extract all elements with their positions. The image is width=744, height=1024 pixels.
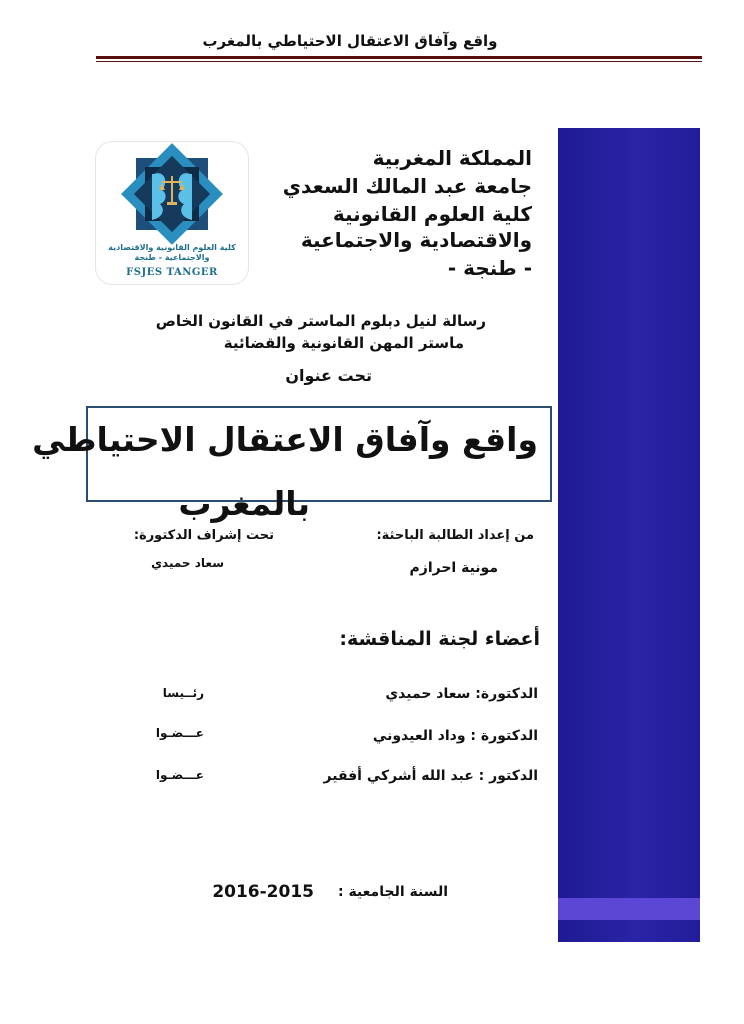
institution-city: - طنجة - xyxy=(447,256,532,280)
header-rule xyxy=(96,56,702,59)
thesis-master: ماستر المهن القانونية والقضائية xyxy=(223,334,464,352)
committee-member-name: الدكتور : عبد الله أشركي أفقير xyxy=(323,768,538,784)
thesis-title-continued: بالمغرب xyxy=(178,484,310,523)
committee-member-name: الدكتورة : وداد العيدوني xyxy=(372,728,538,744)
committee-member-role: رئــيسا xyxy=(162,686,204,700)
supervisor-name: سعاد حميدي xyxy=(151,556,224,570)
institution-faculty: كلية العلوم القانونية xyxy=(332,202,532,226)
committee-member-role: عـــضـوا xyxy=(155,726,204,740)
institution-university: جامعة عبد المالك السعدي xyxy=(282,174,532,198)
institution-kingdom: المملكة المغربية xyxy=(372,146,532,170)
academic-year-value: 2016-2015 xyxy=(212,882,314,902)
thesis-title: واقع وآفاق الاعتقال الاحتياطي xyxy=(32,420,538,459)
logo-english-text: FSJES TANGER xyxy=(126,267,218,278)
logo-arabic-text: كلية العلوم القانونية والاقتصادية والاجتماعية - طنجة xyxy=(108,243,236,262)
side-decorative-band xyxy=(558,128,700,942)
committee-member-role: عـــضـوا xyxy=(155,768,204,782)
header-rule-thin xyxy=(96,61,702,62)
faculty-logo xyxy=(96,142,248,284)
side-band-stripe xyxy=(558,898,700,920)
supervisor-label: تحت إشراف الدكتورة: xyxy=(133,528,274,543)
header-title: واقع وآفاق الاعتقال الاحتياطي بالمغرب xyxy=(202,32,498,50)
committee-heading: أعضاء لجنة المناقشة: xyxy=(339,628,540,650)
academic-year-label: السنة الجامعية : xyxy=(337,884,448,900)
thesis-degree: رسالة لنيل دبلوم الماستر في القانون الخاص xyxy=(155,312,486,330)
thesis-under-title: تحت عنوان xyxy=(285,366,372,385)
author-name: مونية احرازم xyxy=(409,560,498,576)
author-label: من إعداد الطالبة الباحثة: xyxy=(376,528,534,543)
institution-faculty-cont: والاقتصادية والاجتماعية xyxy=(300,228,532,252)
committee-member-name: الدكتورة: سعاد حميدي xyxy=(385,686,538,702)
